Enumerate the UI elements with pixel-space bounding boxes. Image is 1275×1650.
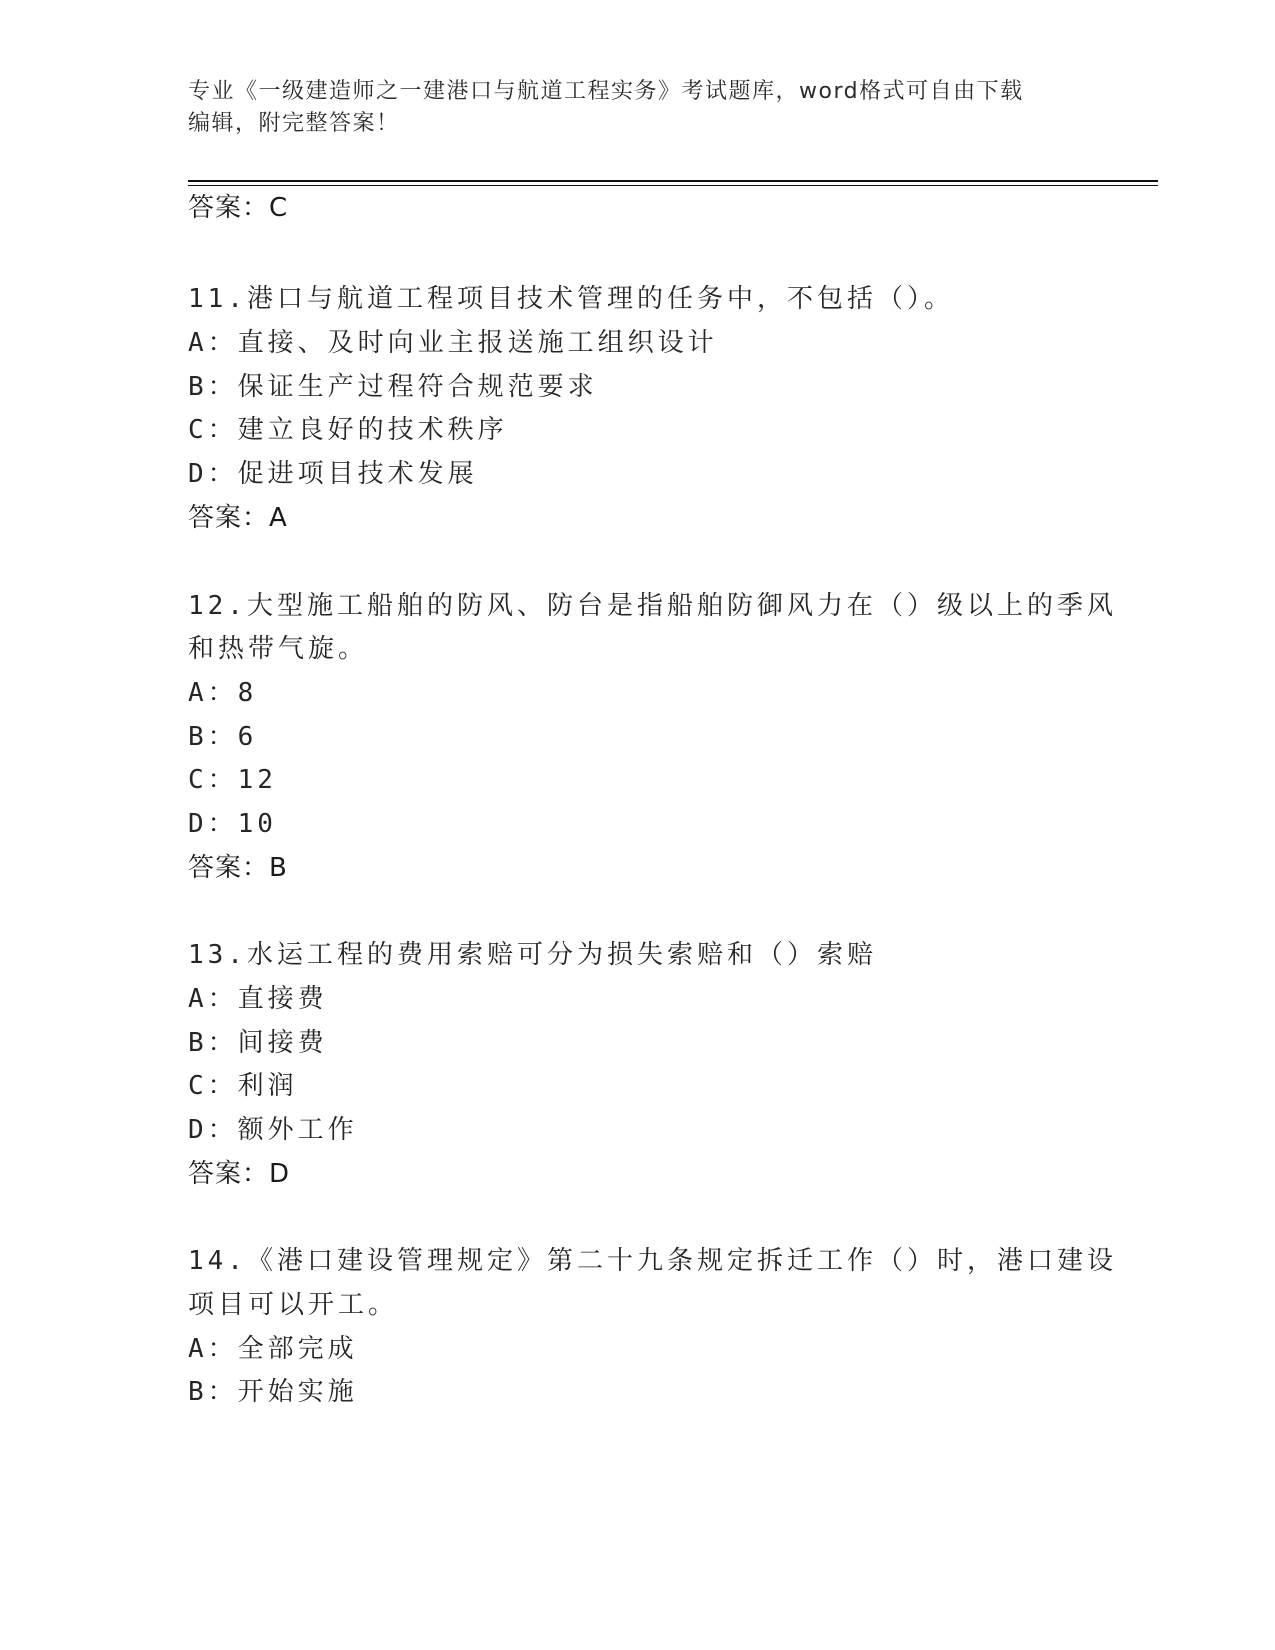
q11-option-d: D：促进项目技术发展 [188, 459, 478, 489]
q13-option-c: C：利润 [188, 1071, 298, 1101]
document-header [188, 76, 1088, 140]
q14-option-a: A：全部完成 [188, 1334, 358, 1364]
answer-previous: 答案：C [188, 193, 289, 223]
question-12-line-1: 12.大型施工船舶的防风、防台是指船舶防御风力在（）级以上的季风 [188, 591, 1117, 621]
question-14-line-1: 14.《港口建设管理规定》第二十九条规定拆迁工作（）时，港口建设 [188, 1246, 1117, 1276]
question-14-line-2: 项目可以开工。 [188, 1290, 399, 1320]
question-13: 13.水运工程的费用索赔可分为损失索赔和（）索赔 [188, 940, 877, 970]
header-line-2: 编辑，附完整答案！ [188, 111, 400, 136]
q12-option-a: A：8 [188, 678, 258, 708]
q13-option-a: A：直接费 [188, 984, 328, 1014]
q13-option-d: D：额外工作 [188, 1115, 358, 1145]
header-line-1: 专业《一级建造师之一建港口与航道工程实务》考试题库，word格式可自由下载 [188, 79, 1024, 104]
q12-answer: 答案：B [188, 853, 288, 883]
q12-option-b: B：6 [188, 722, 258, 752]
question-11: 11.港口与航道工程项目技术管理的任务中，不包括（）。 [188, 284, 954, 314]
question-12-line-2: 和热带气旋。 [188, 634, 369, 664]
q14-option-b: B：开始实施 [188, 1377, 358, 1407]
q11-option-c: C：建立良好的技术秩序 [188, 415, 508, 445]
q13-answer: 答案：D [188, 1159, 291, 1189]
q11-answer: 答案：A [188, 503, 288, 533]
q12-option-c: C：12 [188, 765, 277, 795]
q13-option-b: B：间接费 [188, 1028, 328, 1058]
q12-option-d: D：10 [188, 809, 277, 839]
q11-option-a: A：直接、及时向业主报送施工组织设计 [188, 328, 718, 358]
header-divider-thin [188, 185, 1158, 186]
header-divider-thick [188, 180, 1158, 182]
q11-option-b: B：保证生产过程符合规范要求 [188, 372, 598, 402]
